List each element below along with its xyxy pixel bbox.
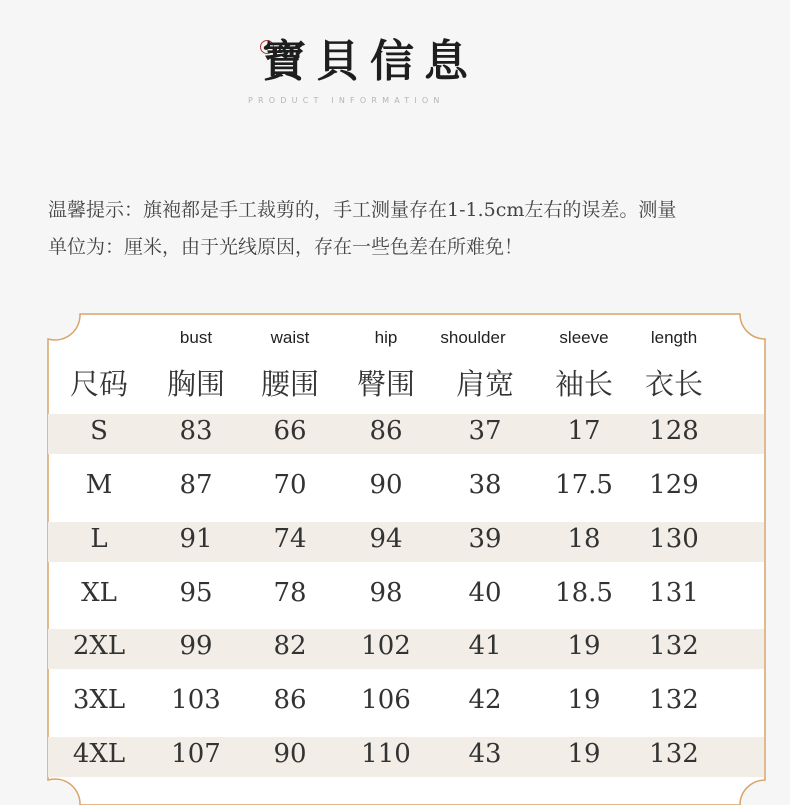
table-cell: 38 — [468, 470, 502, 500]
table-cell: 66 — [273, 416, 307, 446]
table-row — [48, 522, 764, 562]
header-zh-col-2: 腰围 — [260, 367, 320, 401]
header-zh-col-6: 衣长 — [644, 367, 704, 401]
header-zh-col-4: 肩宽 — [455, 367, 515, 401]
table-cell: 132 — [649, 685, 699, 715]
table-row — [48, 629, 764, 669]
size-label: 3XL — [72, 685, 126, 715]
table-cell: 131 — [649, 578, 699, 608]
table-cell: 42 — [468, 685, 502, 715]
table-cell: 74 — [273, 524, 307, 554]
table-cell: 41 — [468, 631, 502, 661]
table-cell: 94 — [369, 524, 403, 554]
header-en-shoulder: shoulder — [440, 328, 506, 347]
size-label: XL — [81, 578, 117, 608]
header-row-en — [48, 328, 764, 352]
table-cell: 132 — [649, 631, 699, 661]
table-cell: 19 — [567, 631, 601, 661]
notice-line-1: 温馨提示：旗袍都是手工裁剪的，手工测量存在1-1.5cm左右的误差。测量 — [48, 199, 677, 221]
table-cell: 128 — [649, 416, 699, 446]
header-en-sleeve: sleeve — [559, 328, 609, 347]
header-en-bust: bust — [179, 328, 213, 347]
header-en-hip: hip — [374, 328, 398, 347]
table-cell: 95 — [179, 578, 213, 608]
table-cell: 110 — [361, 739, 411, 769]
size-label: 4XL — [72, 739, 126, 769]
table-cell: 130 — [649, 524, 699, 554]
table-cell: 129 — [649, 470, 699, 500]
table-cell: 83 — [179, 416, 213, 446]
table-cell: 17.5 — [555, 470, 613, 500]
table-cell: 18 — [567, 524, 601, 554]
table-cell: 19 — [567, 739, 601, 769]
table-cell: 78 — [273, 578, 307, 608]
table-cell: 86 — [369, 416, 403, 446]
size-label: L — [90, 524, 108, 554]
table-cell: 70 — [273, 470, 307, 500]
header-en-length: length — [650, 328, 698, 347]
size-label: S — [90, 416, 108, 446]
table-cell: 43 — [468, 739, 502, 769]
header-row-zh — [48, 362, 764, 402]
table-cell: 40 — [468, 578, 502, 608]
page-subtitle: PRODUCT INFORMATION — [248, 96, 445, 105]
table-cell: 106 — [361, 685, 411, 715]
page-title: 寶貝信息 — [262, 36, 478, 87]
table-row — [48, 683, 764, 723]
table-cell: 102 — [361, 631, 411, 661]
table-cell: 86 — [273, 685, 307, 715]
size-label: 2XL — [72, 631, 126, 661]
table-cell: 103 — [171, 685, 221, 715]
table-cell: 82 — [273, 631, 307, 661]
table-cell: 90 — [369, 470, 403, 500]
header-en-waist: waist — [270, 328, 310, 347]
table-cell: 98 — [369, 578, 403, 608]
table-cell: 90 — [273, 739, 307, 769]
header-zh-col-3: 臀围 — [356, 367, 416, 401]
table-cell: 91 — [179, 524, 213, 554]
header-zh-col-1: 胸围 — [166, 367, 226, 401]
header-zh-col-5: 袖长 — [554, 367, 614, 401]
table-row — [48, 576, 764, 616]
table-cell: 39 — [468, 524, 502, 554]
table-row — [48, 737, 764, 777]
table-cell: 107 — [171, 739, 221, 769]
table-cell: 19 — [567, 685, 601, 715]
notice-line-2: 单位为：厘米，由于光线原因，存在一些色差在所难免！ — [48, 236, 524, 258]
table-cell: 17 — [567, 416, 601, 446]
header-zh-col-0: 尺码 — [69, 367, 129, 401]
table-cell: 99 — [179, 631, 213, 661]
table-cell: 18.5 — [555, 578, 613, 608]
table-row — [48, 414, 764, 454]
table-cell: 132 — [649, 739, 699, 769]
table-cell: 87 — [179, 470, 213, 500]
table-row — [48, 468, 764, 508]
table-cell: 37 — [468, 416, 502, 446]
size-label: M — [85, 470, 113, 500]
